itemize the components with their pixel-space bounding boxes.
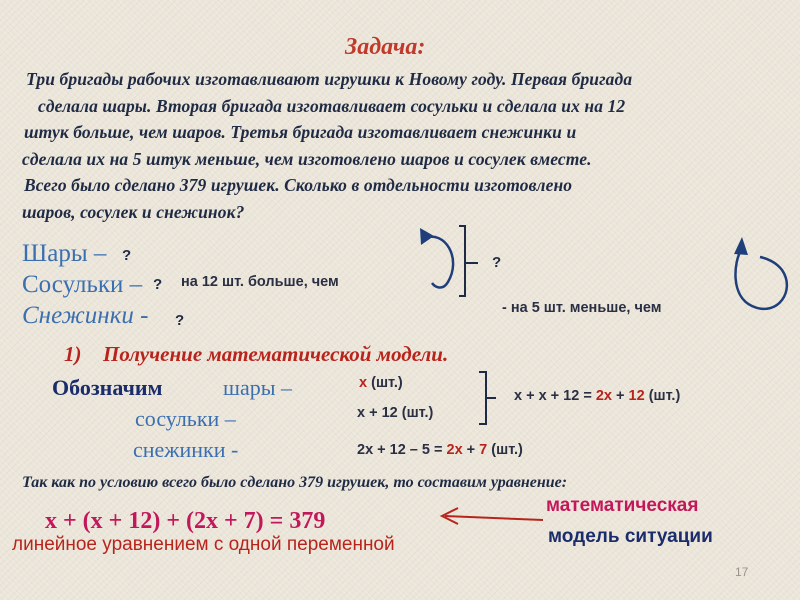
problem-line: сделала шары. Вторая бригада изготавливает сосульки и сделала их на 12 (38, 95, 626, 116)
expr-balls-unit: (шт.) (371, 375, 403, 391)
problem-line: шаров, сосулек и снежинок? (22, 201, 245, 222)
curved-arrow-right-icon (735, 250, 786, 309)
expr-sum-plus: + (616, 388, 625, 404)
expr-snow-7: 7 (479, 442, 488, 458)
scheme-balls-label: Шары – (22, 240, 107, 267)
problem-line: Всего было сделано 379 игрушек. Сколько в отдельности изготовлено (24, 175, 573, 195)
scheme-less5: - на 5 шт. меньше, чем (502, 300, 662, 316)
expr-balls-x: x (359, 375, 368, 391)
bracket-icon (459, 226, 465, 296)
scheme-balls-q: ? (122, 247, 132, 264)
model-arrow-line (445, 516, 543, 520)
expr-sum-eq: = (583, 388, 592, 404)
expr-icicles: x + 12 (шт.) (357, 405, 434, 421)
arrowhead-right-icon (734, 237, 748, 255)
scheme-icicles-label: Сосульки – (22, 271, 143, 298)
arrowhead-left-icon (420, 228, 434, 245)
expr-snow-2x: 2x (446, 442, 463, 458)
scheme-icicles-q: ? (153, 276, 163, 293)
notation-let: Обозначим (52, 375, 163, 400)
slide-title: Задача: (345, 34, 426, 60)
condition-text: Так как по условию всего было сделано 379 игрушек, то составим уравнение: (22, 474, 568, 491)
problem-line: сделала их на 5 штук меньше, чем изготовлено шаров и сосулек вместе. (22, 148, 592, 169)
curved-arrow-left-icon (424, 237, 453, 288)
model-label-line2: модель ситуации (548, 526, 713, 547)
model-label-line1: математическая (546, 495, 699, 516)
notation-icicles: сосульки – (135, 406, 236, 431)
scheme-snowflakes-q: ? (175, 312, 185, 329)
expr-snow-lhs: 2x + 12 – 5 (357, 442, 430, 458)
problem-line: штук больше, чем шаров. Третья бригада изготавливает снежинки и (24, 122, 577, 142)
step-number: 1) (64, 342, 82, 366)
expr-sum-2x: 2x (595, 388, 612, 404)
expr-snow-unit: (шт.) (491, 442, 523, 458)
scheme-bracket-q: ? (492, 254, 502, 271)
expr-snow-eq: = (434, 442, 443, 458)
expr-sum-12: 12 (628, 388, 645, 404)
scheme-more12: на 12 шт. больше, чем (181, 274, 339, 290)
step-title: Получение математической модели. (103, 342, 449, 366)
expr-sum-unit: (шт.) (648, 388, 681, 404)
expr-snow-plus: + (466, 442, 476, 458)
problem-line: Три бригады рабочих изготавливают игрушки к Новому году. Первая бригада (26, 69, 633, 89)
expr-sum-lhs: x + x + 12 (514, 388, 580, 404)
page-number: 17 (735, 565, 749, 579)
notation-snowflakes: снежинки - (133, 437, 239, 462)
notation-balls: шары – (223, 375, 292, 400)
scheme-snowflakes-label: Снежинки - (22, 302, 149, 329)
equation: x + (x + 12) + (2x + 7) = 379 (45, 508, 326, 534)
equation-note: линейное уравнением с одной переменной (12, 534, 395, 555)
notation-bracket-icon (479, 372, 486, 424)
